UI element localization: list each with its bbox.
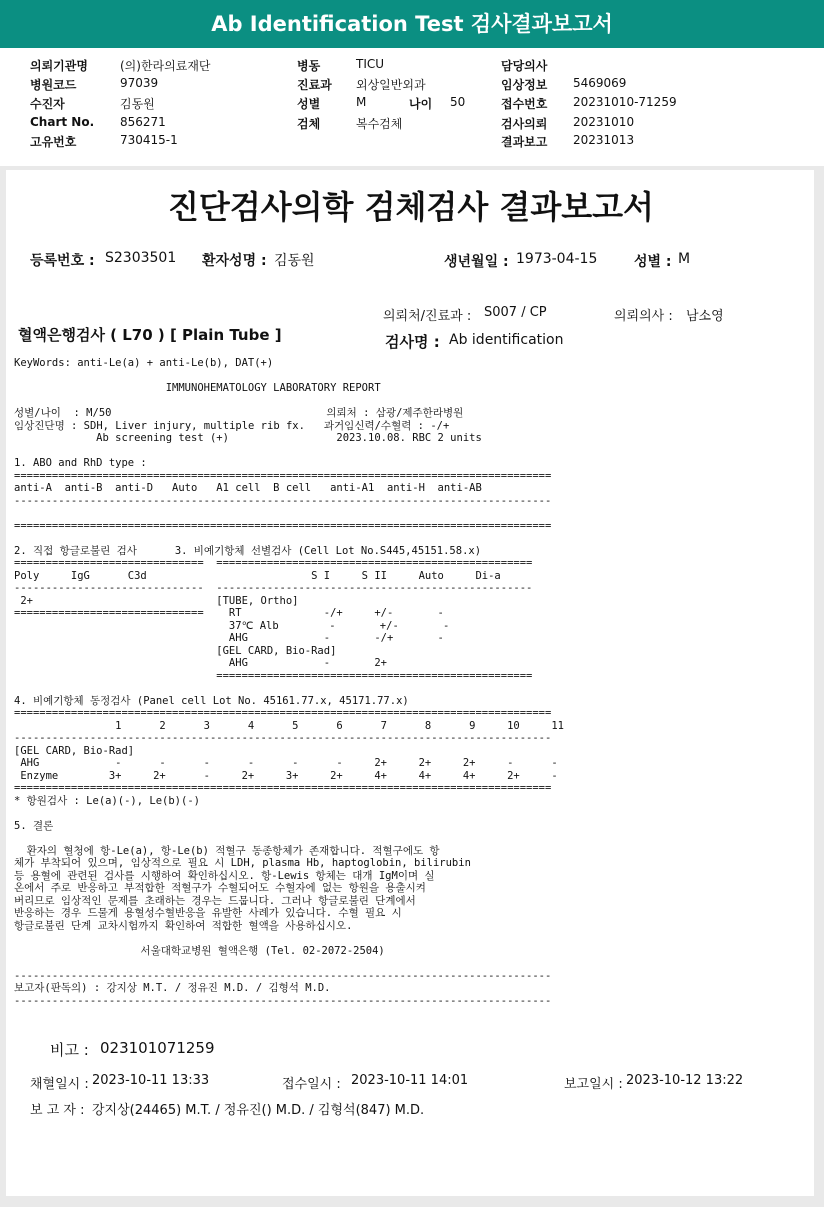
report-date-label: 보고일시 :: [564, 1077, 623, 1092]
info-value: 20231010: [573, 115, 635, 129]
info-label: Chart No.: [30, 115, 95, 129]
info-value: 50: [450, 95, 466, 109]
sex-value: M: [678, 251, 691, 267]
note-value: 023101071259: [100, 1039, 215, 1057]
receive-label: 접수일시 :: [282, 1077, 341, 1092]
info-value: 730415-1: [120, 133, 178, 147]
info-label: 병원코드: [30, 78, 77, 92]
scanned-report: [6, 170, 814, 1196]
dept-label: 의뢰처/진료과 :: [383, 309, 472, 324]
dob-value: 1973-04-15: [516, 251, 598, 267]
report-date-value: 2023-10-12 13:22: [626, 1073, 744, 1088]
dob-label: 생년월일 :: [444, 254, 509, 270]
test-name-label: 검사명 :: [385, 333, 440, 351]
collect-value: 2023-10-11 13:33: [92, 1073, 210, 1088]
info-label: 검체: [297, 117, 321, 131]
info-value: 김동원: [120, 97, 155, 111]
info-label: 담당의사: [501, 59, 548, 73]
info-value: 외상일반외과: [356, 78, 426, 92]
info-label: 의뢰기관명: [30, 59, 88, 73]
info-label: 고유번호: [30, 135, 77, 149]
reporter-label: 보 고 자 :: [30, 1103, 85, 1118]
info-label: 수진자: [30, 97, 65, 111]
info-label: 결과보고: [501, 135, 548, 149]
patient-value: 김동원: [274, 253, 315, 269]
note-label: 비고 :: [50, 1041, 89, 1059]
info-label: 접수번호: [501, 97, 548, 111]
info-value: 20231013: [573, 133, 635, 147]
reg-value: S2303501: [105, 250, 177, 266]
info-value: M: [356, 95, 367, 109]
info-value: 97039: [120, 76, 159, 90]
info-value: 856271: [120, 115, 166, 129]
info-label: 병동: [297, 59, 321, 73]
patient-label: 환자성명 :: [202, 253, 267, 269]
info-value: TICU: [356, 57, 385, 71]
receive-value: 2023-10-11 14:01: [351, 1073, 469, 1088]
bank-test-title: 혈액은행검사 ( L70 ) [ Plain Tube ]: [18, 326, 282, 344]
info-label: 진료과: [297, 78, 332, 92]
reg-label: 등록번호 :: [30, 253, 95, 269]
doctor-label: 의뢰의사 :: [614, 309, 673, 324]
info-label: 임상정보: [501, 78, 548, 92]
info-value: 5469069: [573, 76, 627, 90]
doctor-value: 남소영: [686, 309, 724, 324]
lab-report-body: KeyWords: anti-Le(a) + anti-Le(b), DAT(+) IMMUNOHEMATOLOGY LABORATORY REPORT 성별/나이 : M/50 의뢰처 : 삼광/제주한라병원 임상진단명 : SDH, Liver injury, multiple rib fx. 과거임신력/수혈력 : -/+ Ab screening test (+) 2023.10.08. RBC 2 units 1. ABO and RhD type : ===================================================================================== anti-A anti-B anti-D Auto A1 cell B cell anti-A1 anti-H anti-AB ------------------------------------------------------------------------------------- ===================================================================================== 2. 직접 항글로불린 검사 3. 비예기항체 선별검사 (Cell Lot No.S445,45151.58.x) ============================== ================================================== Poly IgG C3d S I S II Auto Di-a ------------------------------ -------------------------------------------------- 2+ [TUBE, Ortho] ============================== RT -/+ +/- - 37℃ Alb - +/- - AHG - -/+ - [GEL CARD, Bio-Rad] AHG - 2+ ================================================== 4. 비예기항체 동정검사 (Panel cell Lot No. 45161.77.x, 45171.77.x) ===================================================================================== 1 2 3 4 5 6 7 8 9 10 11 ------------------------------------------------------------------------------------- [GEL CARD, Bio-Rad] AHG - - - - - - 2+ 2+ 2+ - - Enzyme 3+ 2+ - 2+ 3+ 2+ 4+ 4+ 4+ 2+ - ===================================================================================== * 항원검사 : Le(a)(-), Le(b)(-) 5. 결론 환자의 혈청에 항-Le(a), 항-Le(b) 적혈구 동종항체가 존재합니다. 적혈구에도 항 체가 부착되어 있으며, 임상적으로 필요 시 LDH, plasma Hb, haptoglobin, bilirubin 등 용혈에 관련된 검사를 시행하여 확인하십시오. 항-Lewis 항체는 대개 IgM이며 실 온에서 주로 반응하고 부적합한 적혈구가 수혈되어도 수혈자에 없는 항원을 용출시켜 버리므로 임상적인 문제를 초래하는 경우는 드뭅니다. 그러나 항글로불린 단계에서 반응하는 경우 드물게 용혈성수혈반응을 유발한 사례가 있습니다. 수혈 필요 시 항글로불린 단계 교차시험까지 확인하여 적합한 혈액을 사용하십시오. 서울대학교병원 혈액은행 (Tel. 02-2072-2504) ------------------------------------------------------------------------------------- 보고자(판독의) : 강지상 M.T. / 정유진 M.D. / 김형석 M.D. -------------------------------------------------------------------------------------: [14, 357, 564, 1007]
test-name-value: Ab identification: [449, 332, 564, 348]
report-title: 진단검사의학 검체검사 결과보고서: [168, 188, 654, 226]
dept-value: S007 / CP: [484, 305, 547, 320]
info-label: 나이: [409, 97, 433, 111]
sex-label: 성별 :: [634, 254, 672, 270]
info-label: 성별: [297, 97, 321, 111]
info-value: 복수검체: [356, 117, 403, 131]
report-header-title: Ab Identification Test 검사결과보고서: [0, 0, 824, 49]
info-label: 검사의뢰: [501, 117, 548, 131]
info-value: 20231010-71259: [573, 95, 677, 109]
reporter-value: 강지상(24465) M.T. / 정유진() M.D. / 김형석(847) M.D.: [92, 1103, 425, 1118]
collect-label: 채혈일시 :: [30, 1077, 89, 1092]
info-value: (의)한라의료재단: [120, 59, 211, 73]
info-panel: [0, 48, 824, 166]
